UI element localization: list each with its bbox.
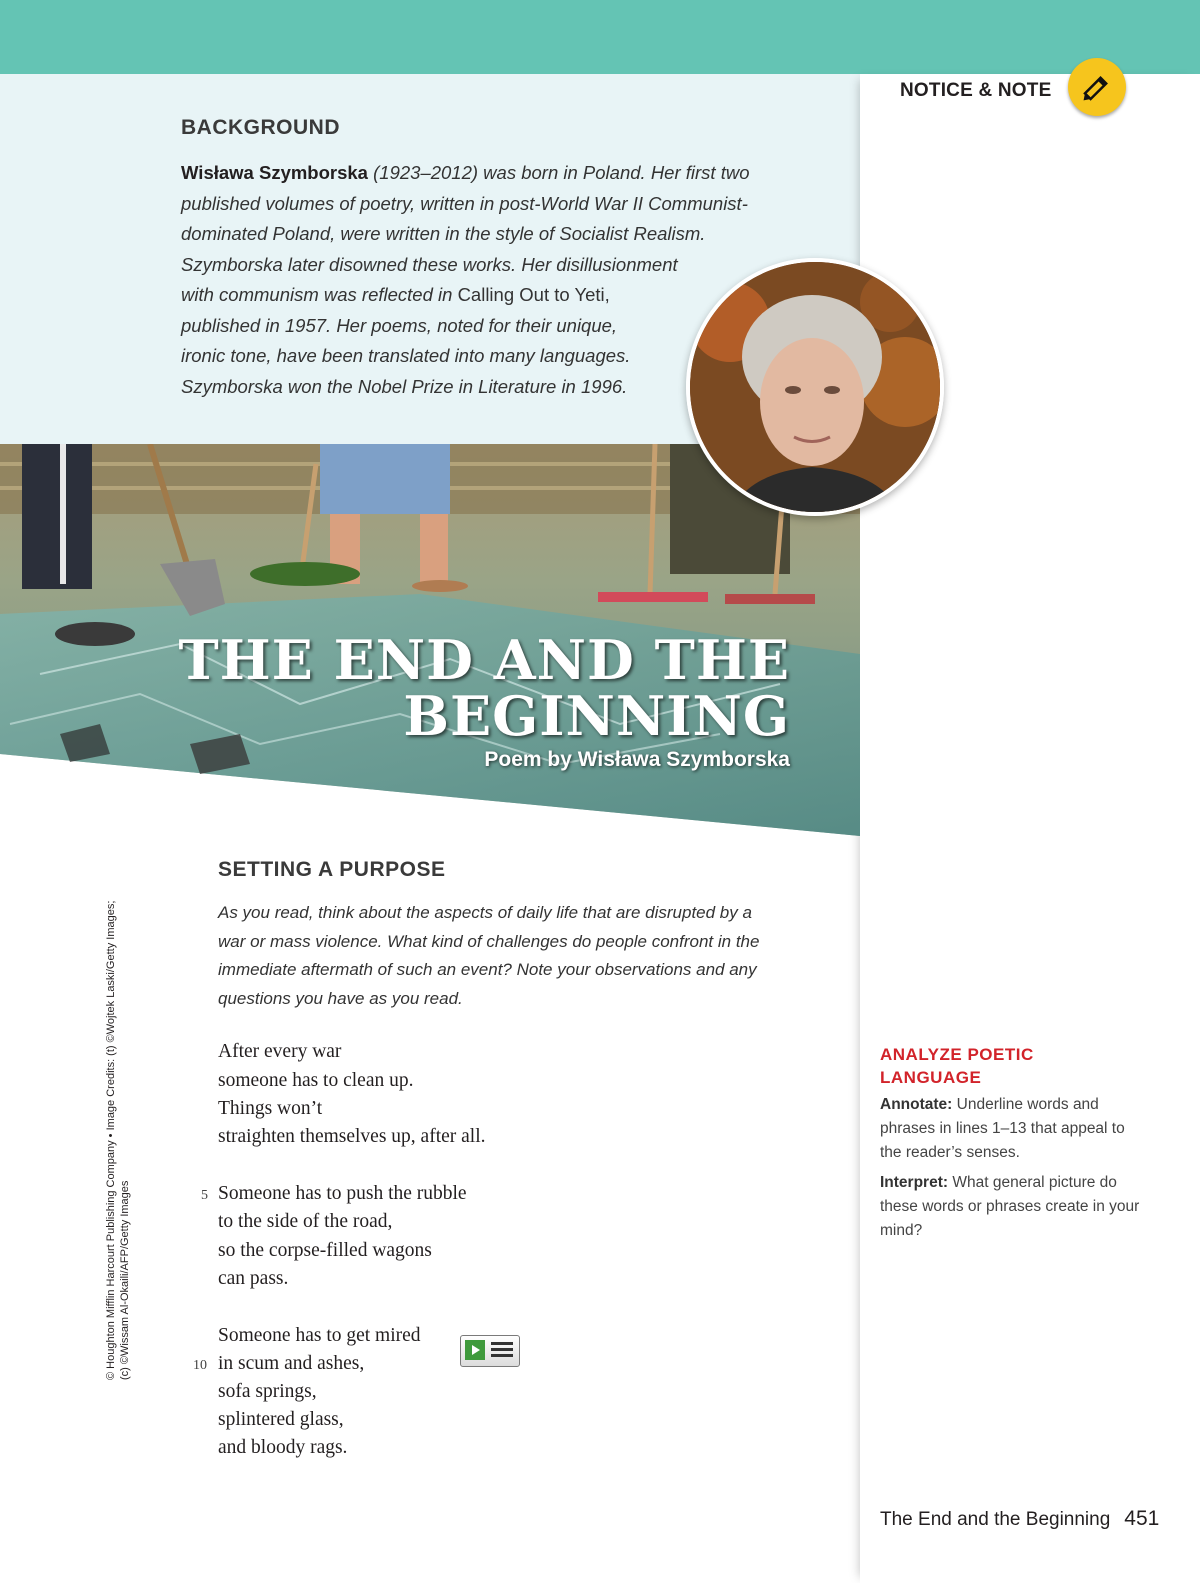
line-number-5: 5 <box>201 1188 208 1203</box>
portrait-illustration <box>690 262 940 512</box>
poem-line: Someone has to get mired <box>218 1325 421 1346</box>
poem-line: Things won’t <box>218 1098 323 1119</box>
pencil-icon <box>1078 68 1116 106</box>
poem-line: Someone has to push the rubble <box>218 1183 467 1204</box>
audio-play-button[interactable] <box>460 1335 520 1367</box>
interpret-instruction: Interpret: What general picture do these words or phrases create in your mind? <box>880 1174 1140 1239</box>
analyze-poetic-language-heading: ANALYZE POETIC LANGUAGE <box>880 1045 1034 1087</box>
poem-line: someone has to clean up. <box>218 1070 414 1091</box>
poem-line: straighten themselves up, after all. <box>218 1126 486 1147</box>
background-heading: BACKGROUND <box>181 116 340 139</box>
poem-line: in scum and ashes, <box>218 1353 365 1374</box>
poem-title: THE END AND THE BEGINNING <box>178 628 790 748</box>
poem-line: After every war <box>218 1041 342 1062</box>
book-title: Calling Out to Yeti, <box>457 284 610 305</box>
image-credit: © Houghton Mifflin Harcourt Publishing Company • Image Credits: (t) ©Wojtek Laski/Getty Images; (c) ©Wissam Al-Okaili/AFP/Getty Images <box>105 900 131 1380</box>
page-number: 451 <box>1124 1507 1160 1530</box>
poem-line: and bloody rags. <box>218 1437 348 1458</box>
line-number-10: 10 <box>193 1358 207 1373</box>
poem-line: so the corpse-filled wagons <box>218 1240 432 1261</box>
poem-byline: Poem by Wisława Szymborska <box>484 748 790 771</box>
annotate-instruction: Annotate: Underline words and phrases in lines 1–13 that appeal to the reader’s senses. <box>880 1096 1125 1161</box>
background-paragraph: Wisława Szymborska (1923–2012) was born in Poland. Her first two published volumes of poetry, written in post-World War II Communist- dominated Poland, were written in the style of Socialist Realism. Szymborska later disowned these works. Her disillusionment with communism was reflected in Calling Out to Yeti, published in 1957. Her poems, noted for their unique, ironic tone, have been translated into many languages. Szymborska won the Nobel Prize in Literature in 1996. <box>181 162 750 397</box>
poem-line: sofa springs, <box>218 1381 317 1402</box>
top-color-band <box>0 0 1200 74</box>
poem-line: can pass. <box>218 1268 289 1289</box>
author-portrait <box>686 258 944 516</box>
play-icon <box>465 1340 485 1360</box>
footer-title: The End and the Beginning <box>880 1509 1111 1530</box>
notice-note-badge[interactable] <box>1068 58 1126 116</box>
poem-line: to the side of the road, <box>218 1211 393 1232</box>
setting-purpose-heading: SETTING A PURPOSE <box>218 858 446 881</box>
poem-line: splintered glass, <box>218 1409 344 1430</box>
author-name: Wisława Szymborska <box>181 162 368 183</box>
setting-purpose-text: As you read, think about the aspects of daily life that are disrupted by a war or mass violence. What kind of challenges do people confront in the immediate aftermath of such an event? Note your observations and any questions you have as you read. <box>218 903 760 1008</box>
notice-note-label: NOTICE & NOTE <box>900 80 1052 101</box>
page-footer <box>880 1507 1159 1531</box>
text-lines-icon <box>491 1342 513 1358</box>
